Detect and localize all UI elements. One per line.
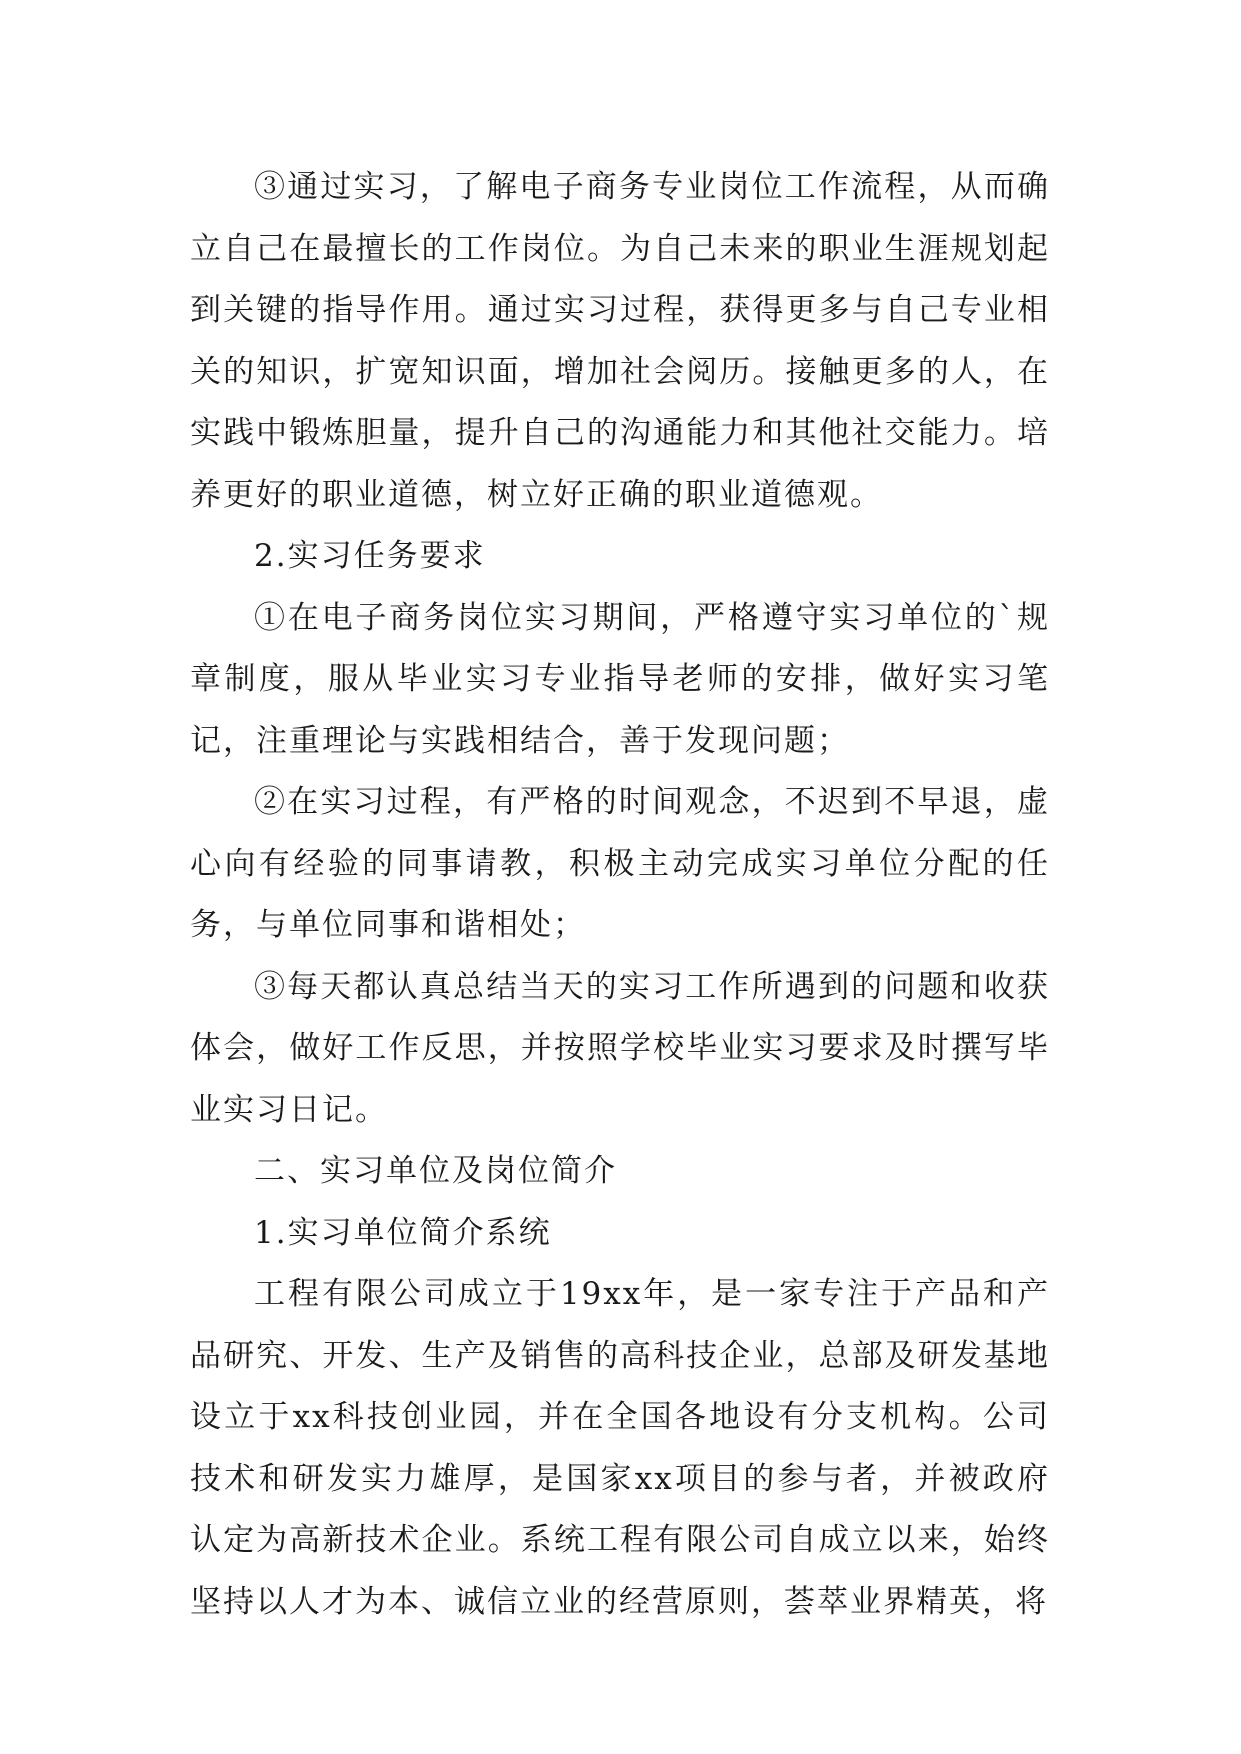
paragraph-purpose-3: ③通过实习，了解电子商务专业岗位工作流程，从而确立自己在最擅长的工作岗位。为自己未来的职业生涯规划起到关键的指导作用。通过实习过程，获得更多与自己专业相关的知识，扩宽知识面，增加社会阅历。接触更多的人，在实践中锻炼胆量，提升自己的沟通能力和其他社交能力。培养更好的职业道德，树立好正确的职业道德观。 <box>190 169 1050 513</box>
heading-unit-intro: 1.实习单位简介系统 <box>254 1214 552 1251</box>
paragraph-requirement-2: ②在实习过程，有严格的时间观念，不迟到不早退，虚心向有经验的同事请教，积极主动完成实习单位分配的任务，与单位同事和谐相处； <box>190 784 1050 943</box>
paragraph-company-intro: 工程有限公司成立于19xx年，是一家专注于产品和产品研究、开发、生产及销售的高科技企业，总部及研发基地设立于xx科技创业园，并在全国各地设有分支机构。公司技术和研发实力雄厚，是国家xx项目的参与者，并被政府认定为高新技术企业。系统工程有限公司自成立以来，始终坚持以人才为本、诚信立业的经营原则，荟萃业界精英，将 <box>190 1276 1050 1620</box>
heading-section-two: 二、实习单位及岗位简介 <box>254 1153 617 1189</box>
document-body <box>190 157 1050 1633</box>
paragraph-requirement-3: ③每天都认真总结当天的实习工作所遇到的问题和收获体会，做好工作反思，并按照学校毕业实习要求及时撰写毕业实习日记。 <box>190 968 1050 1128</box>
heading-task-requirements: 2.实习任务要求 <box>254 538 486 574</box>
paragraph-requirement-1: ①在电子商务岗位实习期间，严格遵守实习单位的`规章制度，服从毕业实习专业指导老师的安排，做好实习笔记，注重理论与实践相结合，善于发现问题； <box>190 599 1050 759</box>
